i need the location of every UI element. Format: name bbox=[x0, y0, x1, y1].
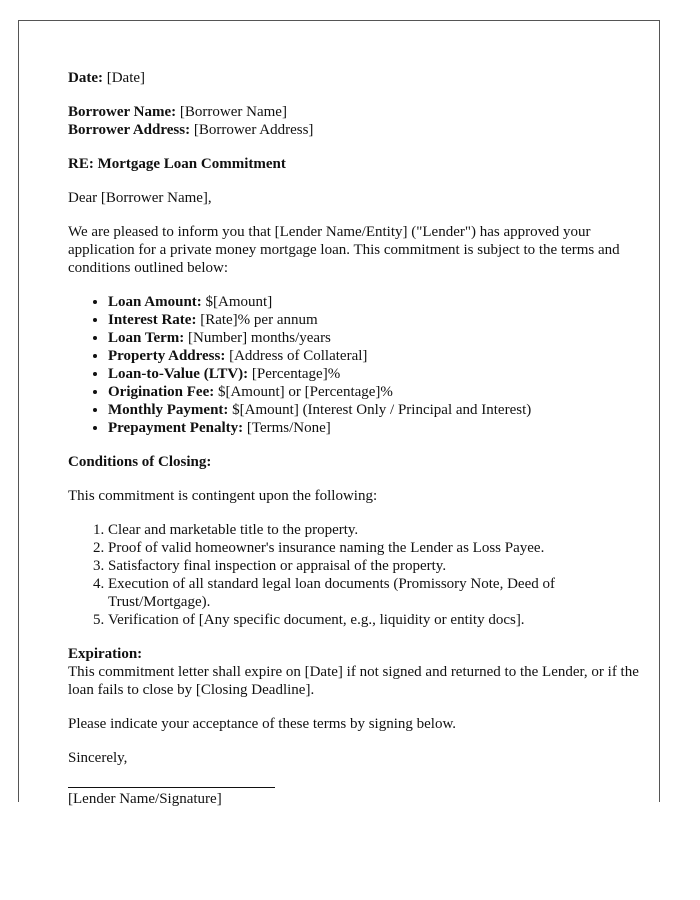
term-value: [Terms/None] bbox=[243, 420, 331, 436]
expiration-block bbox=[68, 645, 648, 699]
list-item bbox=[108, 419, 648, 437]
borrower-name-label: Borrower Name: bbox=[68, 104, 177, 120]
term-value: $[Amount] or [Percentage]% bbox=[214, 384, 393, 400]
salutation: Dear [Borrower Name], bbox=[68, 190, 212, 206]
signature-line bbox=[68, 787, 275, 788]
loan-terms-list bbox=[68, 293, 648, 437]
list-item: 3. Satisfactory final inspection or appraisal of the property. bbox=[108, 557, 648, 575]
term-label: Loan-to-Value (LTV): bbox=[108, 366, 249, 382]
conditions-heading-text: Conditions of Closing: bbox=[68, 454, 212, 470]
term-label: Origination Fee: bbox=[108, 384, 215, 400]
subject-line bbox=[68, 155, 648, 173]
list-item bbox=[108, 311, 648, 329]
term-value: $[Amount] bbox=[201, 294, 273, 310]
conditions-heading bbox=[68, 453, 648, 471]
term-label: Prepayment Penalty: bbox=[108, 420, 244, 436]
borrower-address-value: [Borrower Address] bbox=[190, 122, 314, 138]
borrower-address-label: Borrower Address: bbox=[68, 122, 191, 138]
term-label: Loan Amount: bbox=[108, 294, 202, 310]
term-label: Property Address: bbox=[108, 348, 226, 364]
date-label: Date: bbox=[68, 70, 103, 86]
list-item: 4. Execution of all standard legal loan documents (Promissory Note, Deed of Trust/Mortgage). bbox=[108, 575, 648, 611]
term-value: $[Amount] (Interest Only / Principal and Interest) bbox=[228, 402, 532, 418]
term-value: [Percentage]% bbox=[248, 366, 341, 382]
list-item bbox=[108, 347, 648, 365]
borrower-name-value: [Borrower Name] bbox=[176, 104, 287, 120]
borrower-block bbox=[68, 103, 648, 139]
list-item bbox=[108, 401, 648, 419]
term-label: Loan Term: bbox=[108, 330, 185, 346]
conditions-list bbox=[68, 521, 648, 629]
expiration-heading: Expiration: bbox=[68, 646, 143, 662]
list-item bbox=[108, 329, 648, 347]
letter-body bbox=[68, 69, 648, 808]
list-item bbox=[108, 293, 648, 311]
date-value: [Date] bbox=[102, 70, 146, 86]
term-label: Interest Rate: bbox=[108, 312, 197, 328]
term-value: [Number] months/years bbox=[184, 330, 331, 346]
list-item: 5. Verification of [Any specific document, e.g., liquidity or entity docs]. bbox=[108, 611, 648, 629]
expiration-text: This commitment letter shall expire on [Date] if not signed and returned to the Lender, or if the loan fails to close by [Closing Deadline]. bbox=[68, 664, 639, 698]
date-line bbox=[68, 69, 648, 87]
list-item bbox=[108, 383, 648, 401]
acceptance-paragraph: Please indicate your acceptance of these terms by signing below. bbox=[68, 716, 457, 732]
intro-paragraph: We are pleased to inform you that [Lender Name/Entity] ("Lender") has approved your application for a private money mortgage loan. This commitment is subject to the terms and conditions outlined below: bbox=[68, 224, 620, 276]
subject-text: RE: Mortgage Loan Commitment bbox=[68, 156, 286, 172]
list-item: 1. Clear and marketable title to the property. bbox=[108, 521, 648, 539]
conditions-intro: This commitment is contingent upon the following: bbox=[68, 488, 378, 504]
list-item: 2. Proof of valid homeowner's insurance naming the Lender as Loss Payee. bbox=[108, 539, 648, 557]
list-item bbox=[108, 365, 648, 383]
letter-page bbox=[18, 20, 660, 807]
closing-line: Sincerely, bbox=[68, 750, 128, 766]
term-value: [Rate]% per annum bbox=[196, 312, 318, 328]
signature-label: [Lender Name/Signature] bbox=[68, 791, 222, 807]
term-label: Monthly Payment: bbox=[108, 402, 229, 418]
term-value: [Address of Collateral] bbox=[225, 348, 368, 364]
